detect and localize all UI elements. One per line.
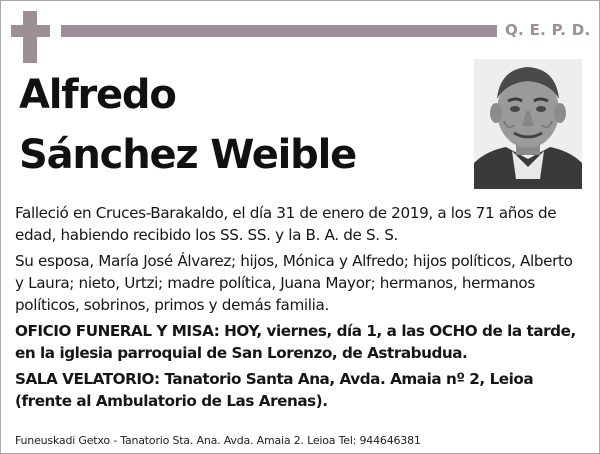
header-rule — [61, 25, 497, 37]
name-line-first: Alfredo — [19, 72, 176, 118]
death-notice: Falleció en Cruces-Barakaldo, el día 31 de enero de 2019, a los 71 años de edad, habiendo recibido los SS. SS. y la B. A. de S. S. — [15, 204, 557, 244]
cross-icon — [23, 11, 37, 63]
obituary-body — [15, 202, 581, 416]
name-line-last: Sánchez Weible — [19, 132, 357, 178]
wake-info: SALA VELATORIO: Tanatorio Santa Ana, Avda. Amaia nº 2, Leioa (frente al Ambulatorio de Las Arenas). — [15, 370, 534, 410]
qepd-badge: Q. E. P. D. — [505, 21, 591, 39]
deceased-portrait — [474, 59, 582, 189]
family-list: Su esposa, María José Álvarez; hijos, Mónica y Alfredo; hijos políticos, Alberto y Laura; nieto, Urtzi; madre política, Juana Mayor; hermanos, hermanos políticos, sobrinos, primos y demás familia. — [15, 252, 573, 314]
funeral-home-footer: Funeuskadi Getxo - Tanatorio Sta. Ana. Avda. Amaia 2. Leioa Tel: 944646381 — [15, 434, 421, 447]
deceased-name — [19, 65, 356, 185]
cross-icon-arm — [11, 25, 50, 37]
funeral-info: OFICIO FUNERAL Y MISA: HOY, viernes, día 1, a las OCHO de la tarde, en la iglesia parroquial de San Lorenzo, de Astrabudua. — [15, 322, 576, 362]
